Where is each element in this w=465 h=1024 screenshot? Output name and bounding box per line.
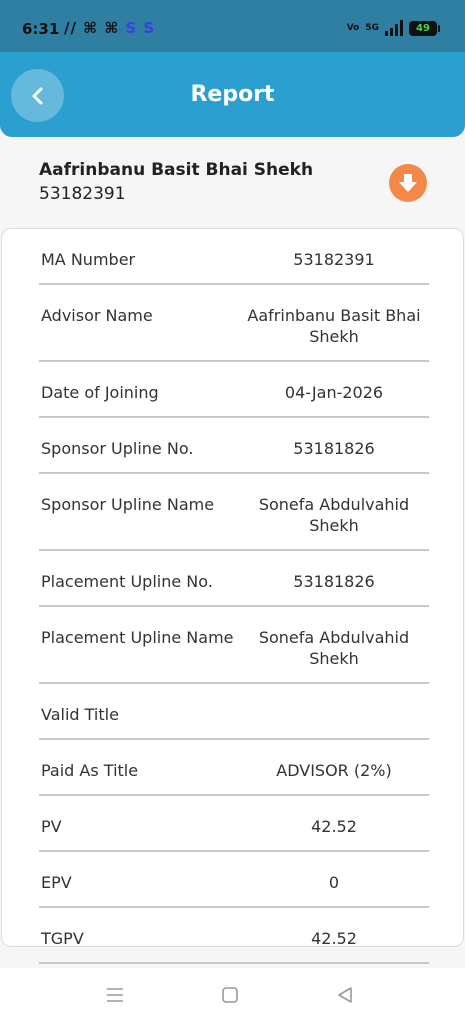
volte-icon xyxy=(347,24,360,33)
menu-icon[interactable] xyxy=(105,986,125,1004)
row-value: Aafrinbanu Basit Bhai Shekh xyxy=(247,306,421,346)
battery-icon xyxy=(409,21,437,36)
row-label: Date of Joining xyxy=(41,383,159,402)
report-row-ma-number xyxy=(39,229,429,285)
report-row-epv xyxy=(39,852,429,908)
row-label: Paid As Title xyxy=(41,761,139,780)
download-icon xyxy=(396,171,420,195)
back-triangle-icon[interactable] xyxy=(336,986,354,1004)
row-label: TGPV xyxy=(41,929,84,948)
row-label: PV xyxy=(41,817,62,836)
status-time: 6:31 xyxy=(22,20,60,38)
report-row-advisor-name xyxy=(39,285,429,362)
report-table xyxy=(39,229,429,1020)
status-bar xyxy=(0,0,465,52)
row-label: Valid Title xyxy=(41,705,119,724)
battery-level: 49 xyxy=(416,22,430,34)
signal-icon xyxy=(385,20,403,36)
home-square-icon[interactable] xyxy=(221,986,239,1004)
row-value: 42.52 xyxy=(311,817,357,836)
row-label: MA Number xyxy=(41,250,136,269)
row-value: 53182391 xyxy=(293,250,375,269)
profile-name: Aafrinbanu Basit Bhai Shekh xyxy=(39,160,314,180)
report-row-date-of-joining xyxy=(39,362,429,418)
network-icon xyxy=(365,24,379,33)
status-indicators xyxy=(347,20,437,36)
notification-s-icon: S xyxy=(143,19,156,37)
row-value: ADVISOR (2%) xyxy=(276,761,392,780)
app-bar xyxy=(0,52,465,137)
row-label: Advisor Name xyxy=(41,306,153,325)
row-label: Sponsor Upline Name xyxy=(41,495,215,514)
row-value: Sonefa Abdulvahid Shekh xyxy=(258,628,410,668)
notification-s-icon: S xyxy=(125,19,138,37)
report-row-paid-as-title xyxy=(39,740,429,796)
download-button[interactable] xyxy=(389,164,427,202)
network-type-label: 5G xyxy=(365,22,379,33)
report-card xyxy=(1,228,464,947)
row-value: 04-Jan-2026 xyxy=(284,383,384,402)
row-value: 53181826 xyxy=(293,572,375,591)
system-nav-bar xyxy=(0,968,465,1024)
profile-header xyxy=(39,160,313,204)
row-value xyxy=(239,704,429,725)
notification-glyphs: // ⌘ ⌘ xyxy=(64,19,120,37)
profile-id: 53182391 xyxy=(39,184,126,204)
report-row-placement-upline-no xyxy=(39,551,429,607)
report-row-pv xyxy=(39,796,429,852)
notification-icons xyxy=(64,19,155,37)
row-label: Sponsor Upline No. xyxy=(41,439,194,458)
report-row-valid-title xyxy=(39,684,429,740)
report-row-sponsor-upline-no xyxy=(39,418,429,474)
row-label: Placement Upline Name xyxy=(41,628,234,647)
row-value: 0 xyxy=(328,873,340,892)
report-row-tgpv xyxy=(39,908,429,964)
report-row-placement-upline-name xyxy=(39,607,429,684)
row-value: Sonefa Abdulvahid Shekh xyxy=(258,495,410,535)
report-row-sponsor-upline-name xyxy=(39,474,429,551)
row-value: 53181826 xyxy=(293,439,375,458)
row-label: EPV xyxy=(41,873,72,892)
volte-label: Vo xyxy=(346,22,360,33)
row-value: 42.52 xyxy=(311,929,357,948)
page-title: Report xyxy=(190,82,275,107)
row-label: Placement Upline No. xyxy=(41,572,213,591)
